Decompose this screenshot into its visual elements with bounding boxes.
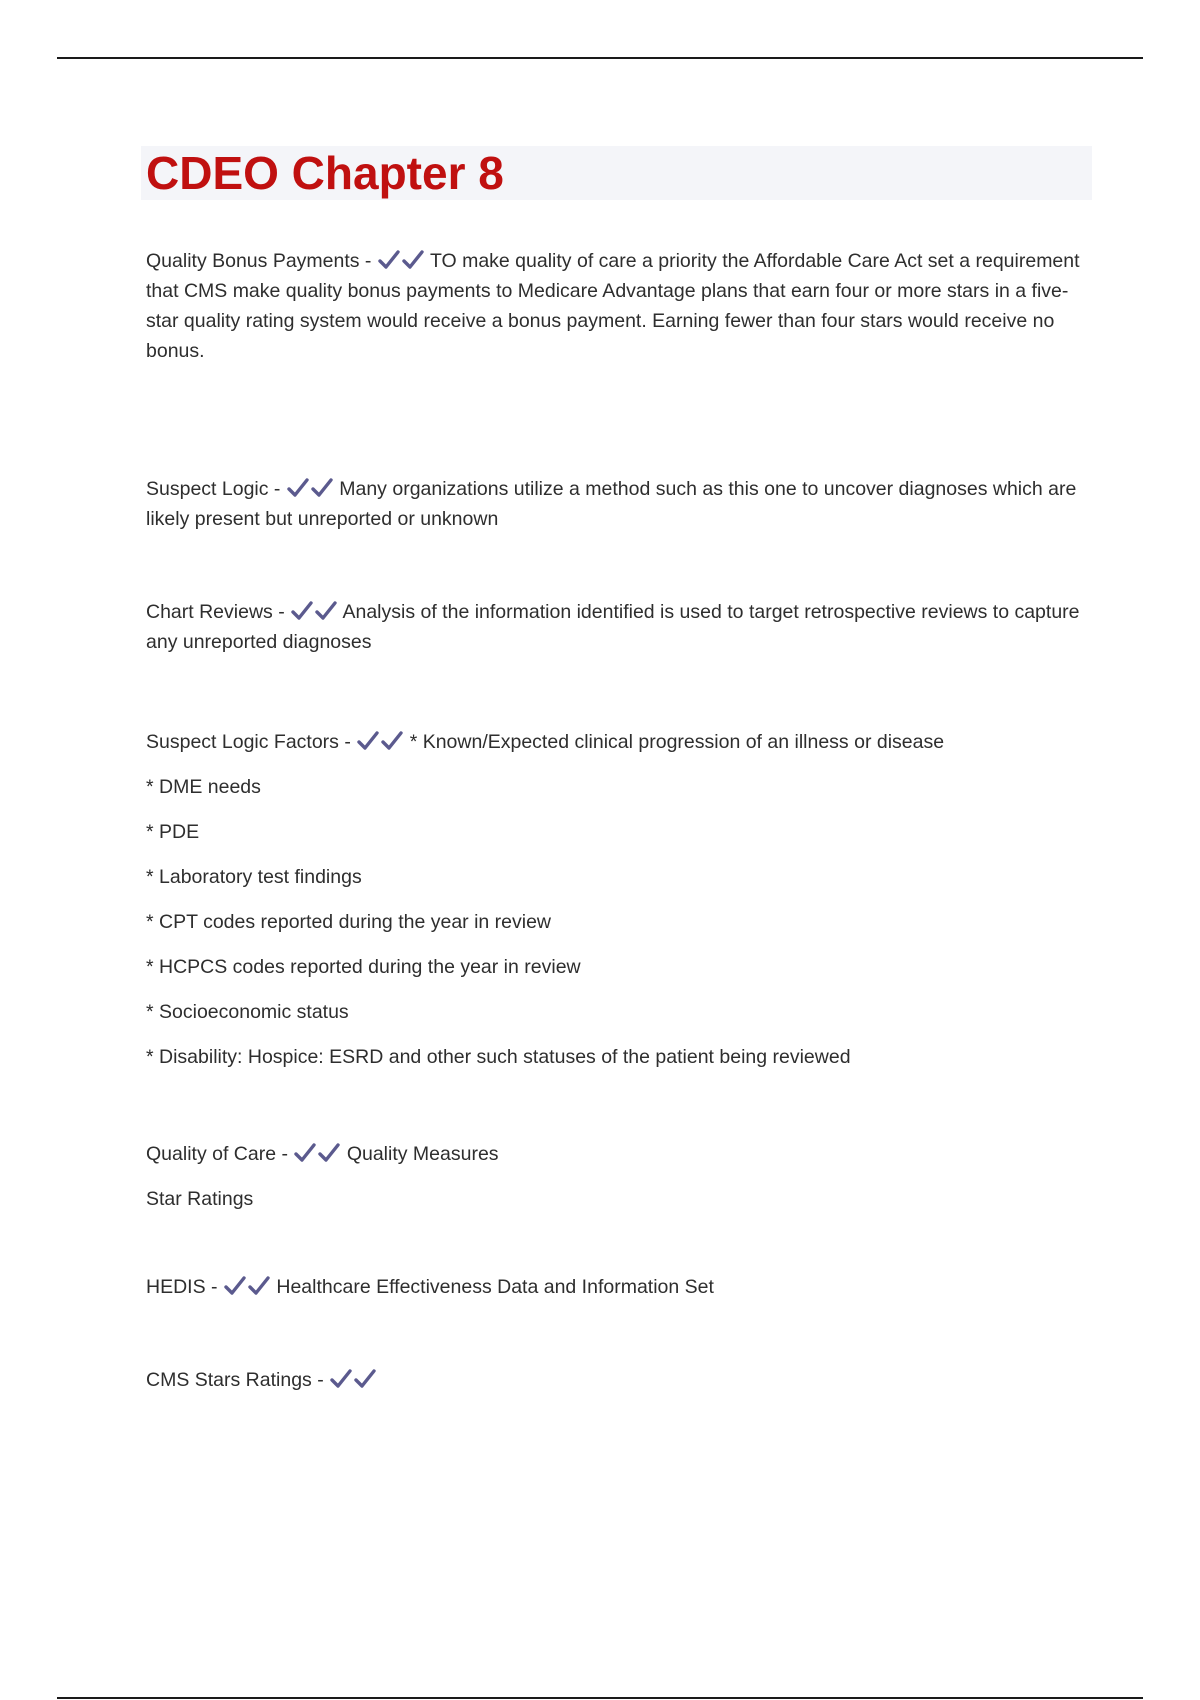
entry-term: Suspect Logic - bbox=[146, 478, 281, 500]
entry-text bbox=[146, 597, 1086, 657]
entry-text bbox=[146, 1272, 1086, 1302]
check-icon bbox=[247, 1276, 271, 1296]
entry-term: HEDIS - bbox=[146, 1276, 218, 1298]
entry-term: Chart Reviews - bbox=[146, 601, 285, 623]
entry-text bbox=[146, 1132, 1086, 1177]
entry-definition: * Known/Expected clinical progression of an illness or disease bbox=[409, 731, 945, 753]
check-icon bbox=[353, 1369, 377, 1389]
top-rule bbox=[57, 57, 1143, 59]
entry-hedis bbox=[146, 1272, 1086, 1302]
check-icon bbox=[329, 1369, 353, 1389]
list-item: * DME needs bbox=[146, 776, 261, 798]
title-bar bbox=[141, 146, 1092, 200]
check-icon bbox=[314, 601, 338, 621]
check-icon bbox=[310, 478, 334, 498]
check-icon bbox=[223, 1276, 247, 1296]
entry-quality-bonus-payments bbox=[146, 246, 1086, 366]
entry-text bbox=[146, 720, 1086, 765]
entry-definition: Quality Measures bbox=[346, 1143, 499, 1165]
entry-suspect-logic bbox=[146, 474, 1086, 534]
list-item: * Socioeconomic status bbox=[146, 1001, 349, 1023]
entry-text bbox=[146, 1365, 1086, 1395]
list-item: * HCPCS codes reported during the year in review bbox=[146, 956, 581, 978]
check-icon bbox=[286, 478, 310, 498]
entry-definition: Many organizations utilize a method such as this one to uncover diagnoses which are likely present but unreported or unknown bbox=[146, 478, 1077, 530]
check-icon bbox=[356, 731, 380, 751]
entry-term: Suspect Logic Factors - bbox=[146, 731, 351, 753]
bottom-rule bbox=[57, 1697, 1143, 1699]
list-item: Star Ratings bbox=[146, 1188, 254, 1210]
entry-definition: Healthcare Effectiveness Data and Information Set bbox=[276, 1276, 714, 1298]
entry-definition: Analysis of the information identified is used to target retrospective reviews to capture any unreported diagnoses bbox=[146, 601, 1080, 653]
list-item: * PDE bbox=[146, 821, 200, 843]
entry-term: Quality Bonus Payments - bbox=[146, 250, 372, 272]
entry-term: Quality of Care - bbox=[146, 1143, 288, 1165]
check-icon bbox=[293, 1143, 317, 1163]
list-item: * Laboratory test findings bbox=[146, 866, 362, 888]
entry-term: CMS Stars Ratings - bbox=[146, 1369, 324, 1391]
entry-definition: TO make quality of care a priority the Affordable Care Act set a requirement that CMS make quality bonus payments to Medicare Advantage plans that earn four or more stars in a five-star quality rating system would receive a bonus payment. Earning fewer than four stars would receive no bonus. bbox=[146, 250, 1080, 362]
entry-chart-reviews bbox=[146, 597, 1086, 657]
list-item: * Disability: Hospice: ESRD and other such statuses of the patient being reviewed bbox=[146, 1046, 851, 1068]
entry-suspect-logic-factors bbox=[146, 720, 1086, 1080]
check-icon bbox=[380, 731, 404, 751]
check-icon bbox=[401, 250, 425, 270]
page-title: CDEO Chapter 8 bbox=[146, 147, 504, 199]
entry-text bbox=[146, 246, 1086, 366]
check-icon bbox=[377, 250, 401, 270]
entry-quality-of-care bbox=[146, 1132, 1086, 1222]
list-item: * CPT codes reported during the year in review bbox=[146, 911, 552, 933]
check-icon bbox=[317, 1143, 341, 1163]
check-icon bbox=[290, 601, 314, 621]
entry-cms-stars-ratings bbox=[146, 1365, 1086, 1395]
entry-text bbox=[146, 474, 1086, 534]
